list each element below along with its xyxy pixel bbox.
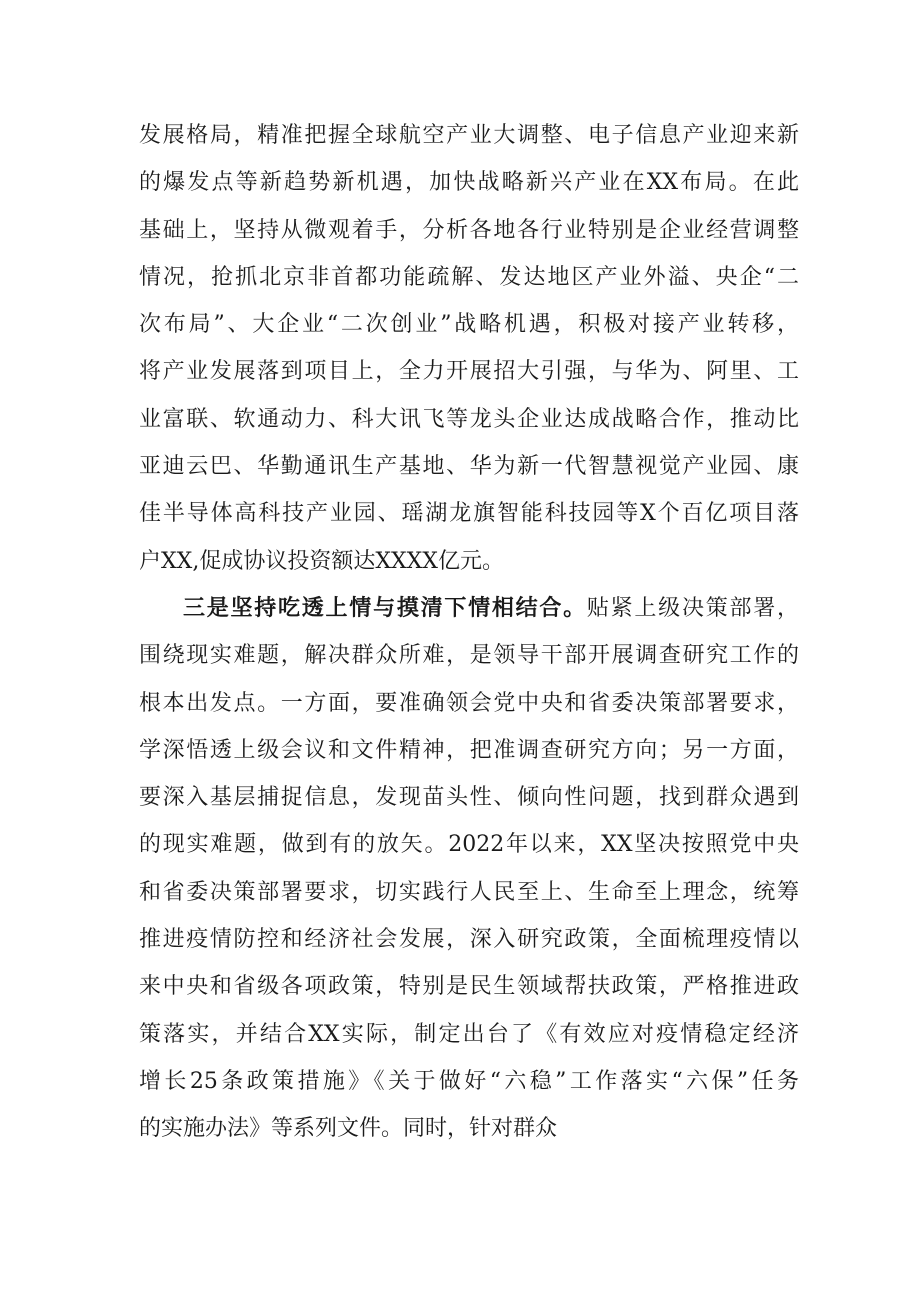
text-line: 根本出发点。一方面，要准确领会党中央和省委决策部署要求， bbox=[139, 690, 799, 716]
text-line: 佳半导体高科技产业园、瑶湖龙旗智能科技园等X个百亿项目落 bbox=[139, 501, 799, 527]
text-line: 户XX,促成协议投资额达XXXX亿元。 bbox=[139, 548, 504, 574]
text-line: 围绕现实难题，解决群众所难，是领导干部开展调查研究工作的 bbox=[139, 643, 799, 669]
document-body bbox=[139, 112, 799, 1153]
text-line: 业富联、软通动力、科大讯飞等龙头企业达成战略合作，推动比 bbox=[139, 406, 799, 432]
text-line: 次布局”、大企业“二次创业”战略机遇，积极对接产业转移， bbox=[139, 312, 799, 338]
paragraph-2 bbox=[139, 585, 799, 1153]
text-line: 情况，抢抓北京非首都功能疏解、发达地区产业外溢、央企“二 bbox=[139, 264, 799, 290]
text-line: 学深悟透上级会议和文件精神，把准调查研究方向；另一方面， bbox=[139, 737, 799, 763]
text-line: 将产业发展落到项目上，全力开展招大引强，与华为、阿里、工 bbox=[139, 359, 799, 385]
text-line: 亚迪云巴、华勤通讯生产基地、华为新一代智慧视觉产业园、康 bbox=[139, 454, 799, 480]
paragraph-heading: 三是坚持吃透上情与摸清下情相结合。 bbox=[183, 594, 587, 621]
text-line: 基础上，坚持从微观着手，分析各地各行业特别是企业经营调整 bbox=[139, 217, 799, 243]
paragraph-1 bbox=[139, 112, 799, 585]
paragraph-2-first-line bbox=[139, 585, 799, 632]
text-line: 增长25条政策措施》《关于做好“六稳”工作落实“六保”任务 bbox=[139, 1068, 799, 1094]
text-line: 推进疫情防控和经济社会发展，深入研究政策，全面梳理疫情以 bbox=[139, 927, 799, 953]
text-line: 要深入基层捕捉信息，发现苗头性、倾向性问题，找到群众遇到 bbox=[139, 785, 799, 811]
text-line: 发展格局，精准把握全球航空产业大调整、电子信息产业迎来新 bbox=[139, 123, 799, 148]
text-line: 的实施办法》等系列文件。同时，针对群众 bbox=[139, 1116, 558, 1142]
text-line: 策落实，并结合XX实际，制定出台了《有效应对疫情稳定经济 bbox=[139, 1021, 799, 1047]
text-line: 和省委决策部署要求，切实践行人民至上、生命至上理念，统筹 bbox=[139, 879, 799, 905]
text-line: 来中央和省级各项政策，特别是民生领域帮扶政策，严格推进政 bbox=[139, 974, 799, 1000]
text-run: 贴紧上级决策部署， bbox=[586, 595, 799, 621]
text-line: 的现实难题，做到有的放矢。2022年以来，XX坚决按照党中央 bbox=[139, 832, 799, 858]
text-line: 的爆发点等新趋势新机遇，加快战略新兴产业在XX布局。在此 bbox=[139, 170, 799, 196]
